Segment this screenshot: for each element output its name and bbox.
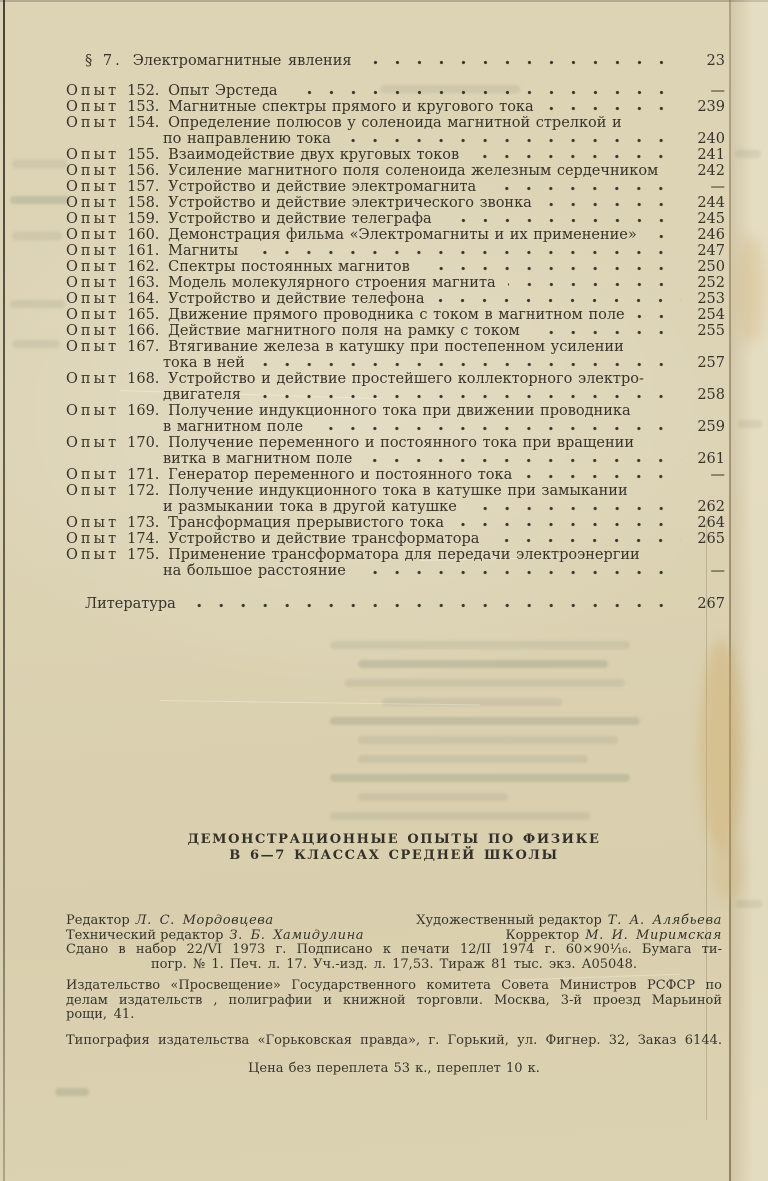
toc-entry-row [66, 531, 725, 547]
bleed-smudge [358, 793, 508, 801]
bleed-smudge [330, 641, 630, 649]
toc-entry-number: 164. [127, 291, 160, 307]
toc-entry-label: Опыт [66, 163, 120, 179]
section-label: § 7. [85, 53, 123, 69]
toc-entry-label: Опыт [66, 467, 120, 483]
toc-entry-number: 166. [127, 323, 160, 339]
toc-entry-number: 159. [127, 211, 160, 227]
toc-entry-title: Магнитные спектры прямого и кругового тока [168, 99, 534, 115]
dot-leader [444, 218, 681, 223]
imprint-block [66, 914, 722, 972]
toc-entry-page-number: 242 [697, 163, 725, 179]
toc-entry-page-number: 247 [697, 243, 725, 259]
toc-entry-row [66, 195, 725, 211]
toc-entry-page-number: 258 [697, 387, 725, 403]
toc-entry-number: 157. [127, 179, 160, 195]
toc-entry-label: Опыт [66, 275, 120, 291]
toc-entry-label: Опыт [66, 115, 120, 131]
toc-entry-page-number: 264 [697, 515, 725, 531]
toc-entry-number: 153. [127, 99, 160, 115]
toc-entry-label: Опыт [66, 291, 120, 307]
toc-entry-page-number: — [710, 179, 725, 195]
dot-leader [315, 426, 681, 431]
toc-entry-title: Получение индукционного тока при движении проводника [168, 403, 631, 419]
toc-entry-row [66, 275, 725, 291]
toc-entry-title: Устройство и действие трансформатора [168, 531, 480, 547]
toc-entry-row [66, 547, 725, 563]
toc-entry-number: 169. [127, 403, 160, 419]
toc-entry-title: Движение прямого проводника с током в магнитном поле [168, 307, 625, 323]
toc-entry-title: Усиление магнитного поля соленоида железным сердечником [168, 163, 659, 179]
toc-entry-label: Опыт [66, 83, 120, 99]
toc-entry-title: Устройство и действие простейшего коллекторного электро- [168, 371, 644, 387]
toc-entry-title: Модель молекулярного строения магнита [168, 275, 496, 291]
toc-entry-number: 168. [127, 371, 160, 387]
toc-entry-page-number: 246 [697, 227, 725, 243]
toc-entry-number: 152. [127, 83, 160, 99]
toc-entry-label: Опыт [66, 243, 120, 259]
toc-entry-title-continuation: витка в магнитном поле [163, 451, 353, 467]
dot-leader [257, 362, 681, 367]
printing-house-line: Типография издательства «Горьковская правда», г. Горький, ул. Фигнер. 32, Заказ 6144. [66, 1032, 722, 1048]
price-line: Цена без переплета 53 к., переплет 10 к. [248, 1061, 540, 1076]
toc-entry-label: Опыт [66, 195, 120, 211]
toc-entry-label: Опыт [66, 339, 120, 355]
toc-entry-number: 154. [127, 115, 160, 131]
toc-entry-continuation-row [66, 131, 725, 147]
toc-entry-row [66, 115, 725, 131]
dot-leader [343, 138, 681, 143]
toc-entry-title-continuation: и размыкании тока в другой катушке [163, 499, 457, 515]
literature-title: Литература [85, 596, 176, 612]
toc-entry-number: 167. [127, 339, 160, 355]
toc-entry-title: Спектры постоянных магнитов [168, 259, 410, 275]
dot-leader [456, 522, 681, 527]
toc-entry-title-continuation: на большое расстояние [163, 563, 346, 579]
toc-entry-row [66, 339, 725, 355]
dot-leader [508, 282, 681, 287]
toc-entry-row [66, 227, 725, 243]
toc-entry-number: 158. [127, 195, 160, 211]
section-page-number: 23 [706, 53, 725, 69]
toc-entry-page-number: 245 [697, 211, 725, 227]
toc-entry-label: Опыт [66, 371, 120, 387]
paper-stain [700, 640, 742, 850]
toc-entry-continuation-row [66, 563, 725, 579]
print-info-line1: Сдано в набор 22/VI 1973 г. Подписано к печати 12/II 1974 г. 60×90¹⁄₁₆. Бумага ти- [66, 942, 722, 957]
dot-leader [250, 250, 681, 255]
toc-entry-page-number: 255 [697, 323, 725, 339]
toc-entry-page-number: 257 [697, 355, 725, 371]
toc-entry-number: 163. [127, 275, 160, 291]
toc-entry-row [66, 179, 725, 195]
toc-entry-number: 171. [127, 467, 160, 483]
toc-entry-title: Взаимодействие двух круговых токов [168, 147, 460, 163]
toc-entry-row [66, 163, 725, 179]
toc-entry-row [66, 291, 725, 307]
literature-page-number: 267 [697, 596, 725, 612]
dot-leader [471, 154, 681, 159]
toc-entry-title: Получение переменного и постоянного тока при вращении [168, 435, 635, 451]
toc-entry-title: Демонстрация фильма «Электромагниты и их применение» [168, 227, 637, 243]
dot-leader [290, 90, 681, 95]
toc-entry-number: 175. [127, 547, 160, 563]
book-title-line2: В 6—7 КЛАССАХ СРЕДНЕЙ ШКОЛЫ [229, 848, 559, 863]
tech-editor-row [66, 929, 722, 944]
literature-row [66, 596, 725, 612]
toc-entry-label: Опыт [66, 99, 120, 115]
dot-leader [546, 106, 681, 111]
toc-entry-title: Генератор переменного и постоянного тока [168, 467, 513, 483]
toc-entry-row [66, 211, 725, 227]
toc-entry-page-number: — [710, 83, 725, 99]
tech-editor-name: З. Б. Хамидулина [229, 927, 365, 943]
toc-entry-row [66, 371, 725, 387]
dot-leader [364, 458, 681, 463]
dot-leader [637, 314, 681, 319]
toc-entry-label: Опыт [66, 515, 120, 531]
toc-entry-row [66, 259, 725, 275]
dot-leader [488, 186, 681, 191]
toc-entry-number: 172. [127, 483, 160, 499]
toc-entry-row [66, 147, 725, 163]
toc-entry-title-continuation: двигателя [163, 387, 241, 403]
toc-entry-row [66, 83, 725, 99]
dot-leader [524, 474, 681, 479]
bleed-smudge [330, 774, 630, 782]
tech-editor: Технический редактор З. Б. Хамидулина [66, 927, 365, 943]
toc-entry-number: 160. [127, 227, 160, 243]
toc-entry-number: 165. [127, 307, 160, 323]
toc-entry-row [66, 467, 725, 483]
toc-entry-label: Опыт [66, 531, 120, 547]
toc-entry-title: Определение полюсов у соленоида магнитной стрелкой и [168, 115, 622, 131]
toc-entry-number: 161. [127, 243, 160, 259]
toc-entry-number: 156. [127, 163, 160, 179]
art-editor-name: Т. А. Алябьева [607, 913, 722, 928]
toc-entry-title: Устройство и действие телеграфа [168, 211, 432, 227]
toc-entry-continuation-row [66, 419, 725, 435]
toc-entry-page-number: 240 [697, 131, 725, 147]
toc-entry-row [66, 403, 725, 419]
toc-entry-page-number: 244 [697, 195, 725, 211]
proofreader-name: М. И. Миримская [585, 927, 722, 943]
bleed-smudge [358, 660, 608, 668]
toc-entry-number: 173. [127, 515, 160, 531]
dot-leader [491, 538, 681, 543]
publisher-paragraph: Издательство «Просвещение» Государственного комитета Совета Министров РСФСР по делам издательств , полиграфии и книжной торговли. Москва, 3-й проезд Марьиной рощи, 41. [66, 978, 722, 1022]
toc-entry-row [66, 483, 725, 499]
dot-leader [544, 202, 681, 207]
dot-leader [253, 394, 681, 399]
toc-entry-number: 170. [127, 435, 160, 451]
toc-entry-continuation-row [66, 387, 725, 403]
toc-entry-label: Опыт [66, 403, 120, 419]
toc-entry-number: 174. [127, 531, 160, 547]
toc-entry-title: Применение трансформатора для передачи электроэнергии [168, 547, 640, 563]
toc-entry-list [66, 83, 725, 579]
toc-entry-row [66, 243, 725, 259]
toc-entry-page-number: 241 [697, 147, 725, 163]
bleed-smudge [345, 679, 625, 687]
toc-entry-title-continuation: тока в ней [163, 355, 245, 371]
toc-entry-label: Опыт [66, 147, 120, 163]
toc-entry-page-number: — [710, 563, 725, 579]
toc-entry-label: Опыт [66, 227, 120, 243]
dot-leader [532, 330, 681, 335]
dot-leader [364, 60, 681, 65]
toc-entry-label: Опыт [66, 307, 120, 323]
dot-leader [358, 570, 681, 575]
toc-entry-page-number: 250 [697, 259, 725, 275]
colophon [0, 820, 768, 1076]
toc-entry-row [66, 99, 725, 115]
print-info-line2: погр. № 1. Печ. л. 17. Уч.-изд. л. 17,53. Тираж 81 тыс. экз. А05048. [151, 956, 637, 972]
toc-entry-label: Опыт [66, 483, 120, 499]
toc-entry-continuation-row [66, 355, 725, 371]
toc-entry-label: Опыт [66, 259, 120, 275]
toc-entry-page-number: 254 [697, 307, 725, 323]
toc-entry-title: Магниты [168, 243, 239, 259]
section-title: Электромагнитные явления [132, 53, 352, 69]
dot-leader [670, 170, 681, 175]
toc-entry-page-number: 253 [697, 291, 725, 307]
toc-entry-page-number: — [710, 467, 725, 483]
toc-entry-row [66, 515, 725, 531]
section-heading-row [66, 53, 725, 69]
toc-entry-page-number: 252 [697, 275, 725, 291]
toc-entry-row [66, 435, 725, 451]
toc-entry-number: 162. [127, 259, 160, 275]
book-title-line1: ДЕМОНСТРАЦИОННЫЕ ОПЫТЫ ПО ФИЗИКЕ [187, 832, 601, 847]
art-editor: Художественный редактор Т. А. Алябьева [416, 913, 722, 928]
toc-entry-label: Опыт [66, 547, 120, 563]
proofreader: Корректор М. И. Миримская [505, 927, 722, 943]
toc-entry-continuation-row [66, 451, 725, 467]
toc-entry-title: Трансформация прерывистого тока [168, 515, 444, 531]
toc-entry-title: Устройство и действие электрического звонка [168, 195, 532, 211]
editor-row [66, 914, 722, 929]
bleed-smudge [55, 1088, 89, 1096]
toc-entry-row [66, 307, 725, 323]
toc-entry-title: Устройство и действие электромагнита [168, 179, 477, 195]
toc-entry-title: Устройство и действие телефона [168, 291, 425, 307]
dot-leader [649, 234, 681, 239]
toc-entry-title: Опыт Эрстеда [168, 83, 278, 99]
bleed-smudge [358, 755, 588, 763]
dot-leader [188, 603, 681, 608]
toc-entry-title: Получение индукционного тока в катушке при замыкании [168, 483, 628, 499]
toc-entry-page-number: 239 [697, 99, 725, 115]
toc-entry-label: Опыт [66, 179, 120, 195]
toc-entry-page-number: 265 [697, 531, 725, 547]
toc-entry-page-number: 261 [697, 451, 725, 467]
editor: Редактор Л. С. Мордовцева [66, 913, 274, 928]
toc-entry-title: Действие магнитного поля на рамку с током [168, 323, 520, 339]
toc-entry-row [66, 323, 725, 339]
dot-leader [469, 506, 681, 511]
toc-entry-title-continuation: в магнитном поле [163, 419, 304, 435]
toc-entry-number: 155. [127, 147, 160, 163]
dot-leader [436, 298, 681, 303]
toc-entry-page-number: 262 [697, 499, 725, 515]
dot-leader [422, 266, 681, 271]
toc-entry-title-continuation: по направлению тока [163, 131, 331, 147]
bleed-smudge [330, 812, 590, 820]
toc-entry-label: Опыт [66, 211, 120, 227]
toc-entry-title: Втягивание железа в катушку при постепенном усилении [168, 339, 624, 355]
toc-entry-page-number: 259 [697, 419, 725, 435]
toc-entry-label: Опыт [66, 435, 120, 451]
bleed-smudge [358, 736, 618, 744]
toc-entry-continuation-row [66, 499, 725, 515]
toc-entry-label: Опыт [66, 323, 120, 339]
bleed-smudge [330, 717, 640, 725]
editor-name: Л. С. Мордовцева [135, 913, 274, 928]
